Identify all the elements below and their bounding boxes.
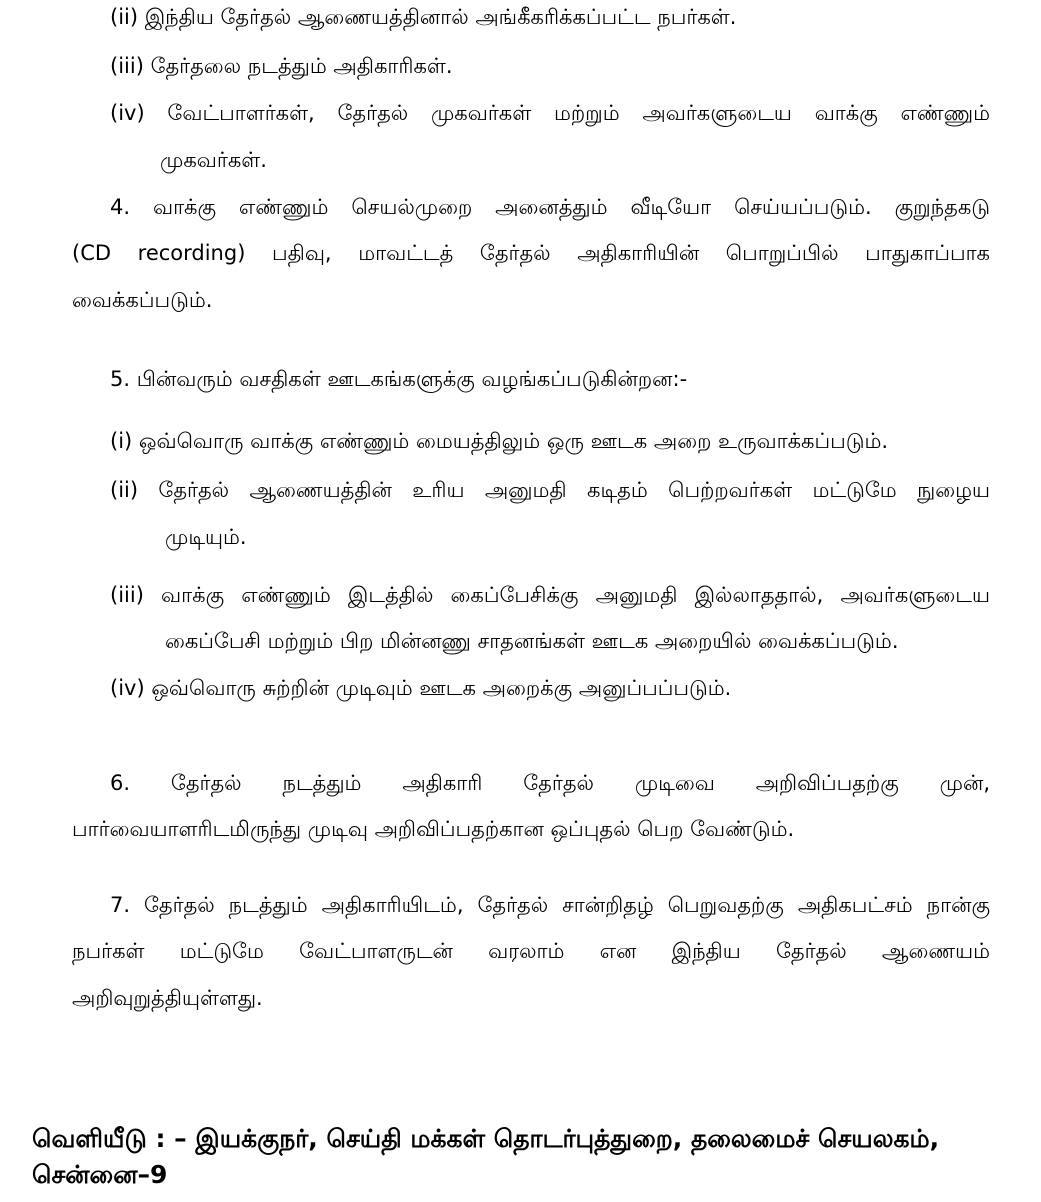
item-7-line1: 7. தேர்தல் நடத்தும் அதிகாரியிடம், தேர்தல் சான்றிதழ் பெறுவதற்கு அதிகபட்சம் நான்கு <box>110 893 990 917</box>
item-5-i: (i) ஒவ்வொரு வாக்கு எண்ணும் மையத்திலும் ஒரு ஊடக அறை உருவாக்கப்படும். <box>110 429 889 453</box>
item-5-ii-line2: முடியும். <box>165 525 247 549</box>
item-5-heading: 5. பின்வரும் வசதிகள் ஊடகங்களுக்கு வழங்கப்படுகின்றன:- <box>110 367 688 391</box>
item-7-line3: அறிவுறுத்தியுள்ளது. <box>72 986 263 1010</box>
item-5-iii-line1: (iii) வாக்கு எண்ணும் இடத்தில் கைப்பேசிக்கு அனுமதி இல்லாததால், அவர்களுடைய <box>110 583 990 607</box>
item-6-line2: பார்வையாளரிடமிருந்து முடிவு அறிவிப்பதற்கான ஒப்புதல் பெற வேண்டும். <box>72 817 795 841</box>
item-4-line1: 4. வாக்கு எண்ணும் செயல்முறை அனைத்தும் வீடியோ செய்யப்படும். குறுந்தகடு <box>110 195 990 219</box>
item-3-iv-line1: (iv) வேட்பாளர்கள், தேர்தல் முகவர்கள் மற்றும் அவர்களுடைய வாக்கு எண்ணும் <box>110 101 990 125</box>
item-5-ii-line1: (ii) தேர்தல் ஆணையத்தின் உரிய அனுமதி கடிதம் பெற்றவர்கள் மட்டுமே நுழைய <box>110 478 990 502</box>
item-5-iii-line2: கைப்பேசி மற்றும் பிற மின்னணு சாதனங்கள் ஊடக அறையில் வைக்கப்படும். <box>165 629 899 653</box>
item-3-ii: (ii) இந்திய தேர்தல் ஆணையத்தினால் அங்கீகரிக்கப்பட்ட நபர்கள். <box>110 5 737 29</box>
footer-city: சென்னை–9 <box>32 1160 168 1189</box>
item-3-iv-line2: முகவர்கள். <box>160 148 267 172</box>
item-4-line2: (CD recording) பதிவு, மாவட்டத் தேர்தல் அதிகாரியின் பொறுப்பில் பாதுகாப்பாக <box>72 241 990 265</box>
item-5-iv: (iv) ஒவ்வொரு சுற்றின் முடிவும் ஊடக அறைக்கு அனுப்பப்படும். <box>110 676 732 700</box>
item-3-iii: (iii) தேர்தலை நடத்தும் அதிகாரிகள். <box>110 54 453 78</box>
item-7-line2: நபர்கள் மட்டுமே வேட்பாளருடன் வரலாம் என இந்திய தேர்தல் ஆணையம் <box>72 939 990 963</box>
item-4-line3: வைக்கப்படும். <box>72 288 213 312</box>
item-6-line1: 6. தேர்தல் நடத்தும் அதிகாரி தேர்தல் முடிவை அறிவிப்பதற்கு முன், <box>110 771 990 795</box>
footer-publisher: வெளியீடு : – இயக்குநர், செய்தி மக்கள் தொடர்புத்துறை, தலைமைச் செயலகம், <box>32 1124 940 1153</box>
